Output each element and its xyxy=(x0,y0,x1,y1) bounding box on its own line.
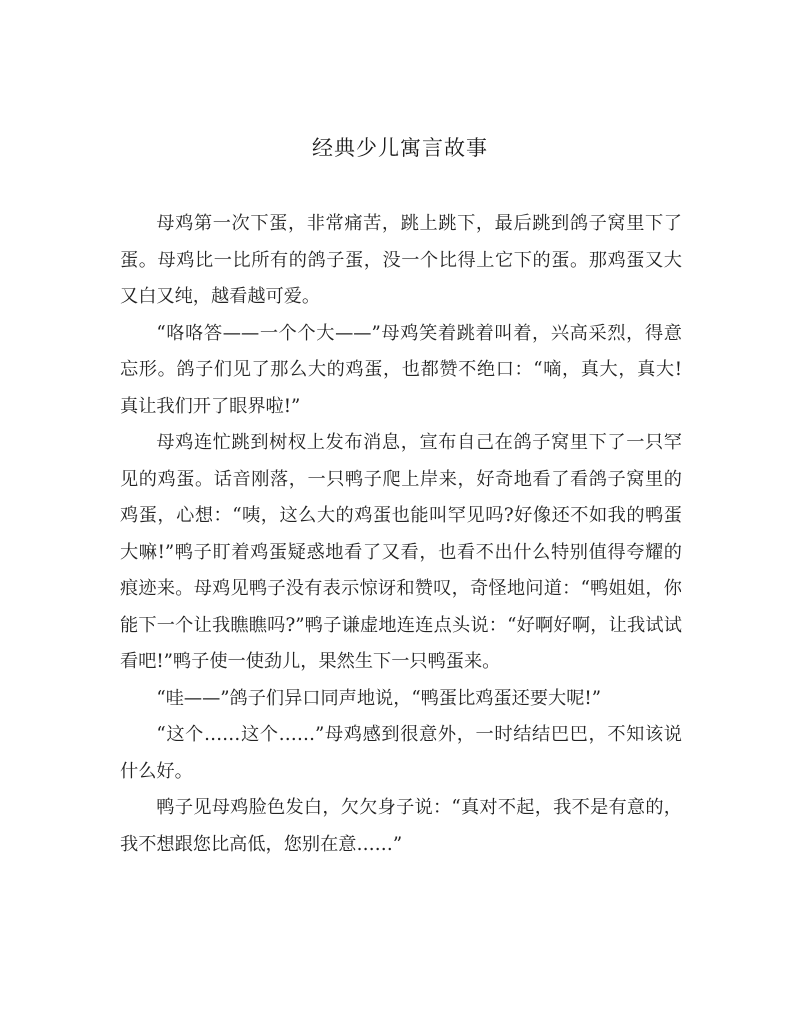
paragraph-2: “咯咯答——一个个大——”母鸡笑着跳着叫着，兴高采烈，得意忘形。鸽子们见了那么大的鸡蛋，也都赞不绝口：“嘀，真大，真大!真让我们开了眼界啦!” xyxy=(120,322,682,417)
document-title: 经典少儿寓言故事 xyxy=(312,136,488,160)
paragraph-6: 鸭子见母鸡脸色发白，欠欠身子说：“真对不起，我不是有意的，我不想跟您比高低，您别在意……” xyxy=(120,797,682,855)
paragraph-4: “哇——”鸽子们异口同声地说，“鸭蛋比鸡蛋还要大呢!” xyxy=(156,687,602,709)
document-body xyxy=(120,206,682,863)
paragraph-5: “这个……这个……”母鸡感到很意外，一时结结巴巴，不知该说什么好。 xyxy=(120,724,682,782)
paragraph-3: 母鸡连忙跳到树杈上发布消息，宣布自己在鸽子窝里下了一只罕见的鸡蛋。话音刚落，一只鸭子爬上岸来，好奇地看了看鸽子窝里的鸡蛋，心想：“咦，这么大的鸡蛋也能叫罕见吗?好像还不如我的鸭蛋大嘛!”鸭子盯着鸡蛋疑惑地看了又看，也看不出什么特别值得夸耀的痕迹来。母鸡见鸭子没有表示惊讶和赞叹，奇怪地问道：“鸭姐姐，你能下一个让我瞧瞧吗?”鸭子谦虚地连连点头说：“好啊好啊，让我试试看吧!”鸭子使一使劲儿，果然生下一只鸭蛋来。 xyxy=(120,432,682,672)
paragraph-1: 母鸡第一次下蛋，非常痛苦，跳上跳下，最后跳到鸽子窝里下了蛋。母鸡比一比所有的鸽子蛋，没一个比得上它下的蛋。那鸡蛋又大又白又纯，越看越可爱。 xyxy=(120,213,682,307)
